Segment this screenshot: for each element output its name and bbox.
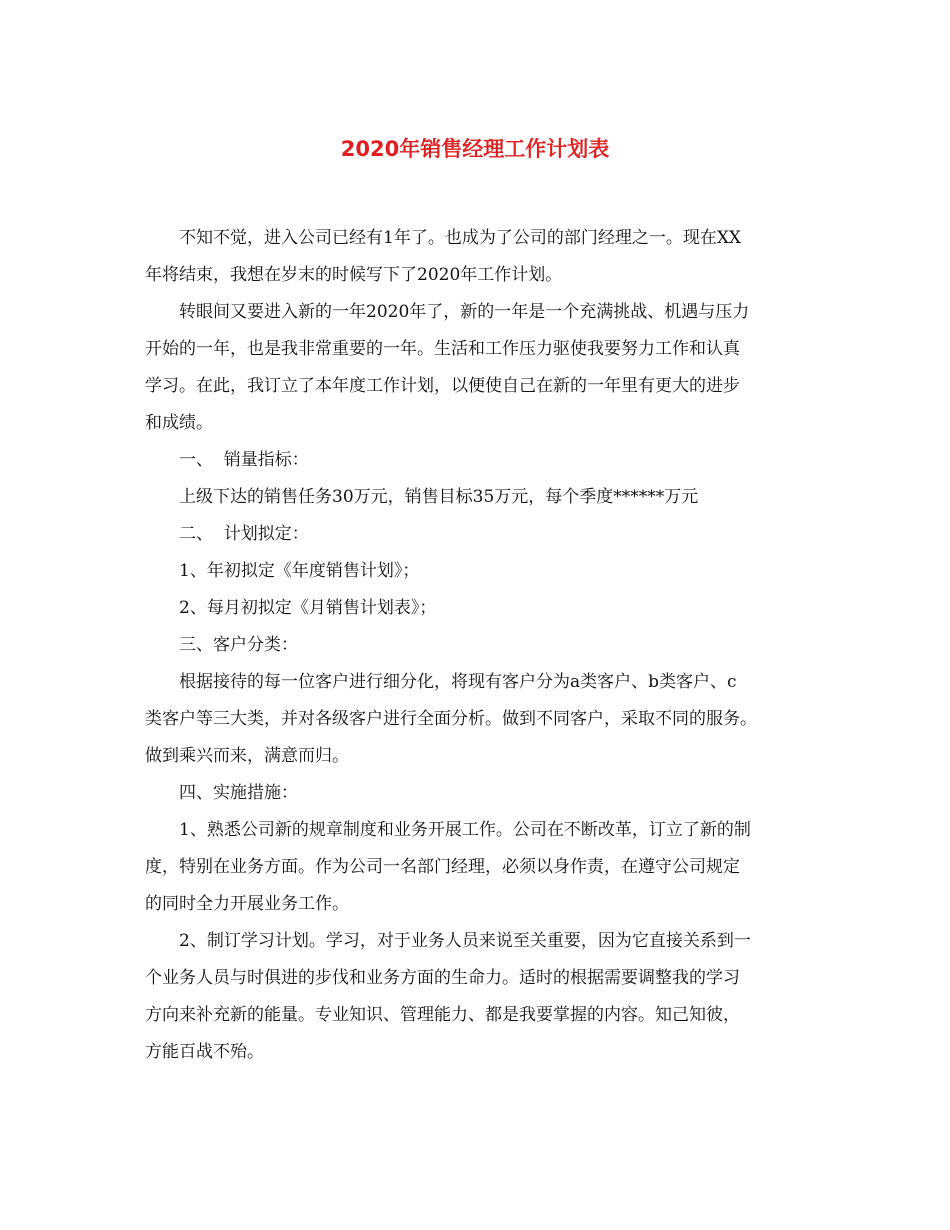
paragraph xyxy=(145,923,810,1071)
text-line: 度，特别在业务方面。作为公司一名部门经理，必须以身作责，在遵守公司规定 xyxy=(145,857,740,877)
text-line: 2、每月初拟定《月销售计划表》； xyxy=(179,598,437,618)
text-line: 二、 计划拟定： xyxy=(179,524,309,544)
list-item xyxy=(145,590,810,627)
text-line: 和成绩。 xyxy=(145,413,213,433)
document-title: 2020年销售经理工作计划表 xyxy=(340,137,610,161)
paragraph xyxy=(145,812,810,923)
text-line: 一、 销量指标： xyxy=(179,450,309,470)
paragraph xyxy=(145,294,810,442)
text-line: 学习。在此，我订立了本年度工作计划，以便使自己在新的一年里有更大的进步 xyxy=(145,376,740,396)
section-heading xyxy=(145,775,810,812)
text-line: 方向来补充新的能量。专业知识、管理能力、都是我要掌握的内容。知己知彼， xyxy=(145,1005,740,1025)
paragraph xyxy=(145,479,810,516)
text-line: 类客户等三大类，并对各级客户进行全面分析。做到不同客户，采取不同的服务。 xyxy=(145,709,757,729)
text-line: 做到乘兴而来，满意而归。 xyxy=(145,746,349,766)
text-line: 开始的一年，也是我非常重要的一年。生活和工作压力驱使我要努力工作和认真 xyxy=(145,339,740,359)
text-line: 2、制订学习计划。学习，对于业务人员来说至关重要，因为它直接关系到一 xyxy=(179,931,751,951)
text-line: 上级下达的销售任务30万元，销售目标35万元，每个季度******万元 xyxy=(179,487,699,507)
text-line: 的同时全力开展业务工作。 xyxy=(145,894,349,914)
text-line: 根据接待的每一位客户进行细分化，将现有客户分为a类客户、b类客户、c xyxy=(179,672,737,692)
text-line: 四、实施措施： xyxy=(179,783,298,803)
text-line: 三、客户分类： xyxy=(179,635,298,655)
text-line: 1、熟悉公司新的规章制度和业务开展工作。公司在不断改革，订立了新的制 xyxy=(179,820,751,840)
text-line: 1、年初拟定《年度销售计划》； xyxy=(179,561,420,581)
text-line: 年将结束，我想在岁末的时候写下了2020年工作计划。 xyxy=(145,265,563,285)
list-item xyxy=(145,553,810,590)
text-line: 个业务人员与时俱进的步伐和业务方面的生命力。适时的根据需要调整我的学习 xyxy=(145,968,740,988)
document-body xyxy=(145,220,810,1071)
text-line: 不知不觉，进入公司已经有1年了。也成为了公司的部门经理之一。现在XX xyxy=(179,228,742,248)
text-line: 方能百战不殆。 xyxy=(145,1042,264,1062)
section-heading xyxy=(145,442,810,479)
text-line: 转眼间又要进入新的一年2020年了，新的一年是一个充满挑战、机遇与压力 xyxy=(179,302,750,322)
paragraph xyxy=(145,664,810,775)
section-heading xyxy=(145,627,810,664)
paragraph xyxy=(145,220,810,294)
section-heading xyxy=(145,516,810,553)
